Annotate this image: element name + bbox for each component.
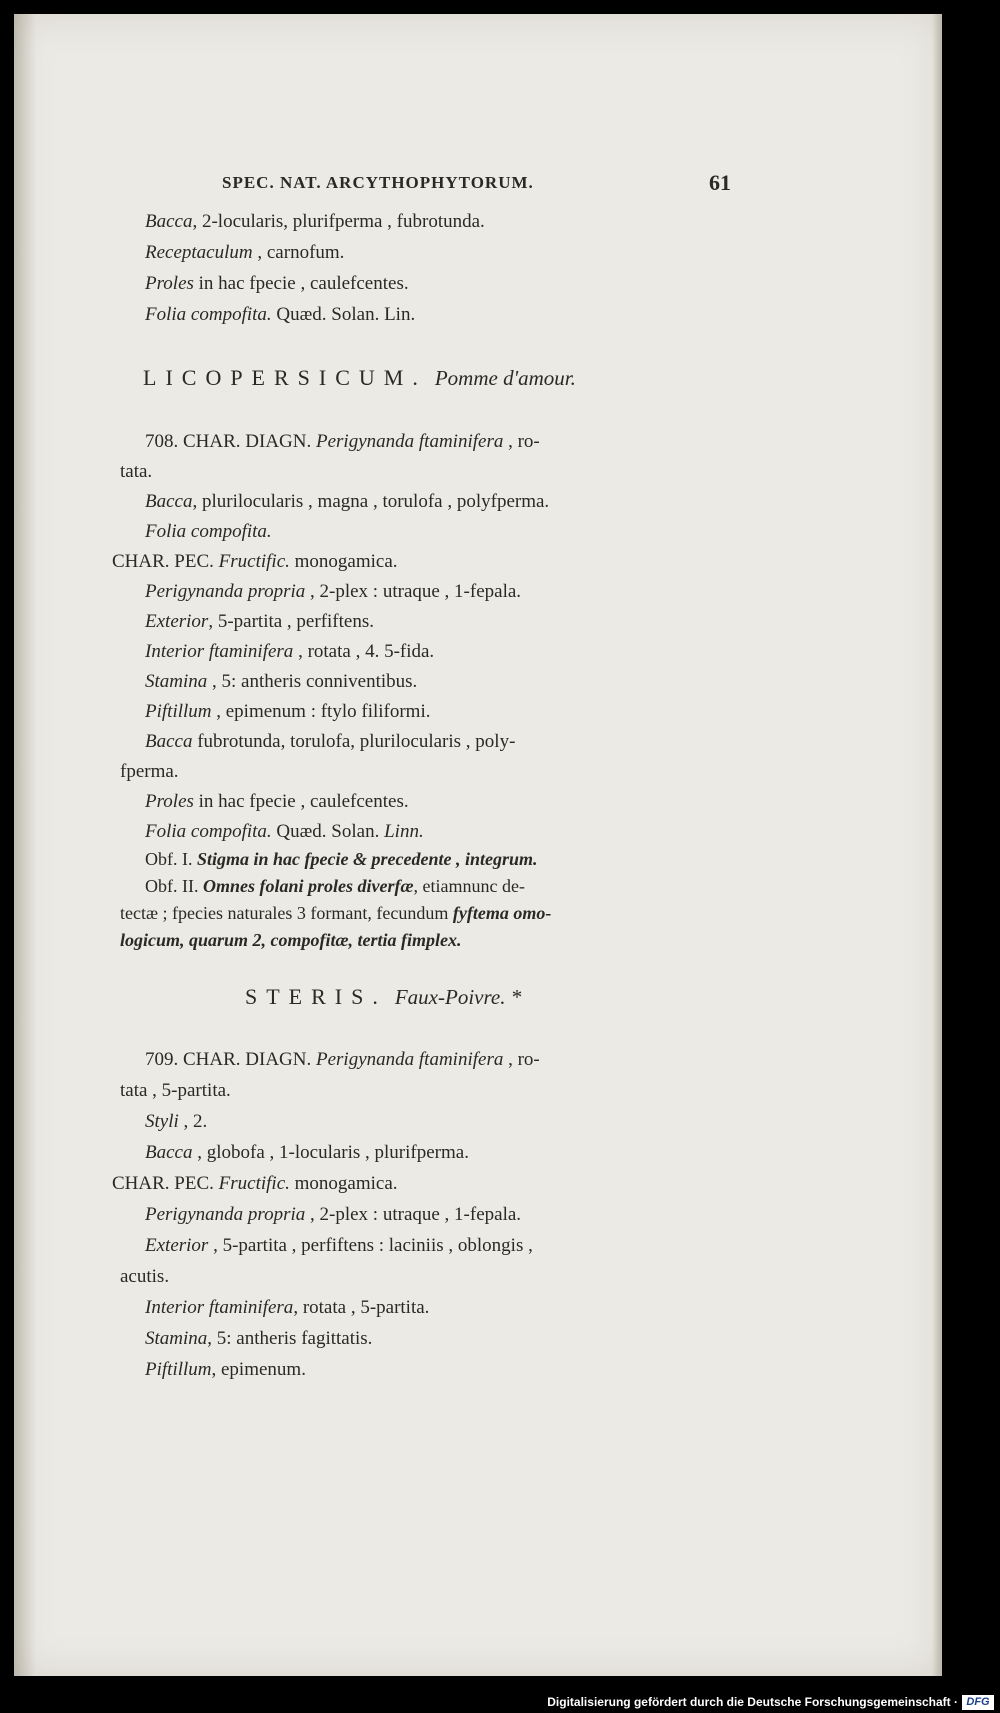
text-line: acutis. — [120, 1266, 170, 1287]
text-line: Piftillum , epimenum : ftylo filiformi. — [145, 701, 431, 722]
page-number: 61 — [709, 170, 731, 195]
text-line: fperma. — [120, 761, 179, 782]
text-line: tata. — [120, 461, 153, 482]
text-line: Stamina , 5: antheris conniventibus. — [145, 671, 418, 692]
dfg-logo-icon: DFG — [962, 1695, 994, 1710]
text-line: Obf. I. Stigma in hac fpecie & precedente , integrum. — [145, 849, 538, 869]
genus-heading: STERIS. Faux-Poivre. * — [245, 984, 522, 1009]
text-line: Bacca fubrotunda, torulofa, plurilocularis , poly- — [145, 731, 516, 752]
text-line: 709. CHAR. DIAGN. Perigynanda ftaminifera , ro- — [145, 1049, 540, 1070]
text-line: Exterior, 5-partita , perfiftens. — [145, 611, 374, 632]
text-line: Perigynanda propria , 2-plex : utraque , 1-fepala. — [145, 581, 522, 602]
text-line: Bacca, plurilocularis , magna , torulofa , polyfperma. — [145, 491, 550, 512]
text-line: Receptaculum , carnofum. — [145, 242, 345, 263]
text-line: CHAR. PEC. Fructific. monogamica. — [112, 1173, 398, 1194]
text-line: tectæ ; fpecies naturales 3 formant, fecundum fyftema omo- — [120, 903, 552, 923]
running-title: SPEC. NAT. ARCYTHOPHYTORUM. — [222, 173, 534, 192]
text-line: Proles in hac fpecie , caulefcentes. — [145, 791, 409, 812]
text-line: CHAR. PEC. Fructific. monogamica. — [112, 551, 398, 572]
book-page — [14, 14, 942, 1676]
text-line: Exterior , 5-partita , perfiftens : laciniis , oblongis , — [145, 1235, 533, 1256]
text-line: Bacca, 2-locularis, plurifperma , fubrotunda. — [145, 211, 485, 232]
text-line: tata , 5-partita. — [120, 1080, 231, 1101]
genus-heading: LICOPERSICUM. Pomme d'amour. — [143, 365, 576, 390]
text-line: Piftillum, epimenum. — [145, 1359, 306, 1380]
text-line: Bacca , globofa , 1-locularis , plurifperma. — [145, 1142, 469, 1163]
text-line: Proles in hac fpecie , caulefcentes. — [145, 273, 409, 294]
text-line: Folia compofita. — [145, 521, 272, 542]
text-line: Styli , 2. — [145, 1111, 208, 1132]
text-line: Folia compofita. Quæd. Solan. Linn. — [145, 821, 424, 842]
text-line: Perigynanda propria , 2-plex : utraque , 1-fepala. — [145, 1204, 522, 1225]
text-line: Interior ftaminifera , rotata , 4. 5-fida. — [145, 641, 435, 662]
digitization-credit: Digitalisierung gefördert durch die Deutsche Forschungsgemeinschaft · — [547, 1695, 958, 1709]
text-line: Stamina, 5: antheris fagittatis. — [145, 1328, 373, 1349]
text-line: Folia compofita. Quæd. Solan. Lin. — [145, 304, 416, 325]
text-line: 708. CHAR. DIAGN. Perigynanda ftaminifera , ro- — [145, 431, 540, 452]
text-line: Interior ftaminifera, rotata , 5-partita. — [145, 1297, 430, 1318]
text-line: logicum, quarum 2, compofitæ, tertia fimplex. — [120, 930, 462, 950]
text-line: Obf. II. Omnes folani proles diverfæ, etiamnunc de- — [145, 876, 525, 896]
